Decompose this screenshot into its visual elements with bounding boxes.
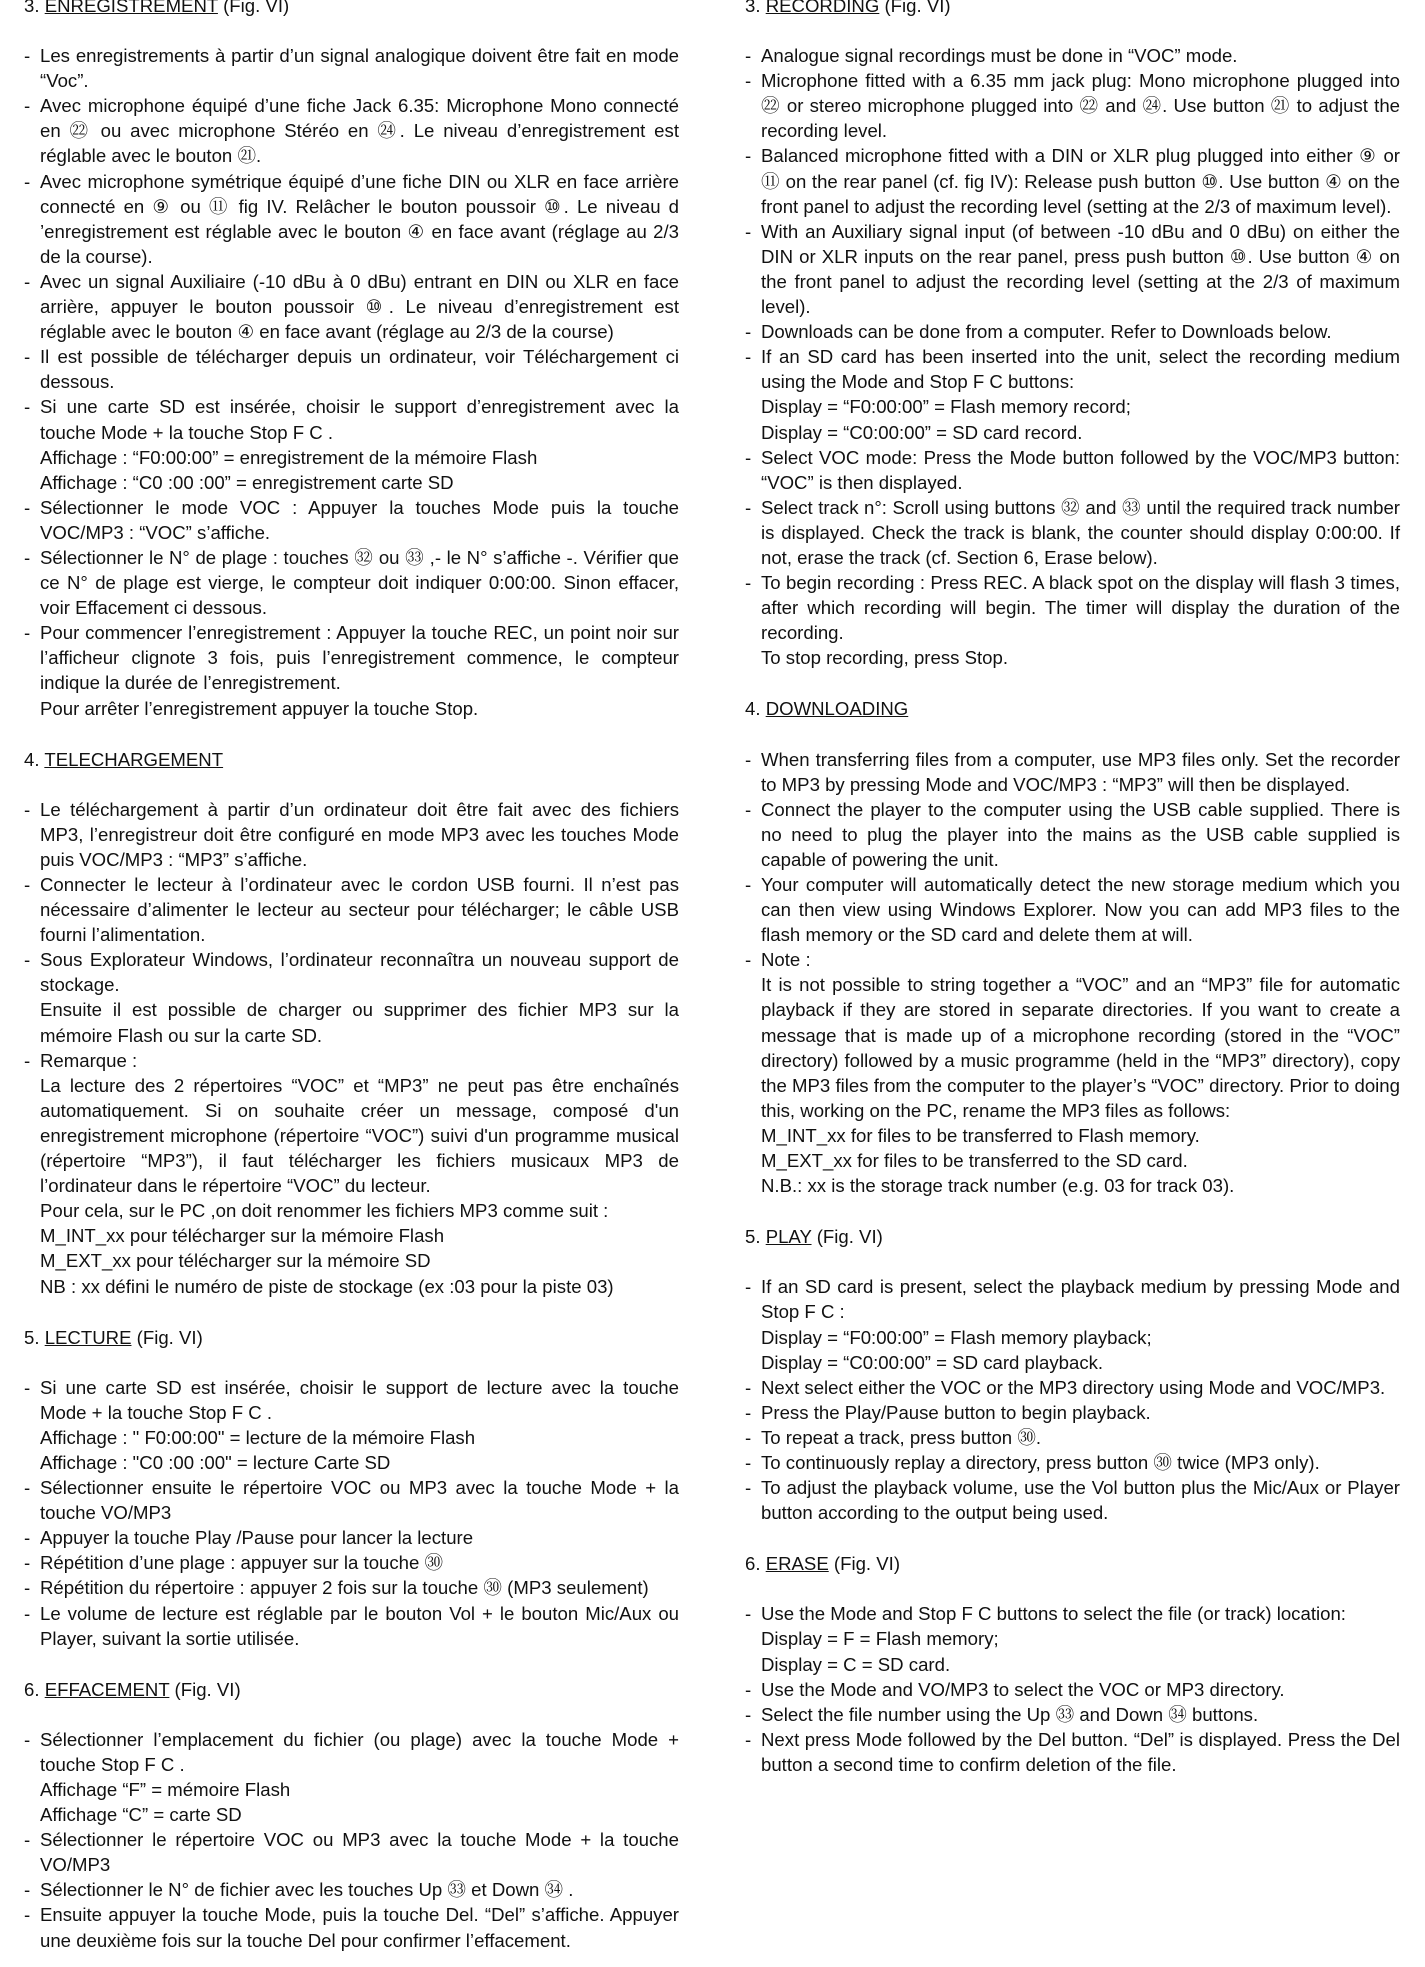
list-item (24, 1550, 679, 1575)
list-item (745, 1274, 1400, 1374)
item-text: Your computer will automatically detect the new storage medium which you can then view using Windows Explorer. Now you can add MP3 files to the flash memory or the SD card and delete them at will. (761, 874, 1400, 946)
list-item (745, 947, 1400, 1198)
item-text: Display = “C0:00:00” = SD card record. (761, 421, 1083, 443)
list-item (24, 1575, 679, 1600)
list-item (745, 1702, 1400, 1727)
bullet-dash: - (745, 346, 752, 368)
section-title (24, 1325, 679, 1350)
item-text: Affichage “F” = mémoire Flash (40, 1779, 291, 1800)
item-text: When transferring files from a computer, use MP3 files only. Set the recorder to MP3 by pressing Mode and VOC/MP3 : “MP3” will then be displayed. (761, 748, 1400, 795)
list-item (745, 43, 1400, 68)
bullet-dash: - (745, 1451, 752, 1473)
section-4 (24, 747, 679, 1325)
figure-reference: (Fig. VI) (131, 1326, 203, 1348)
bullet-dash: - (745, 321, 752, 343)
item-text: Pour cela, sur le PC ,on doit renommer les fichiers MP3 comme suit : (40, 1200, 609, 1222)
list-item (24, 344, 679, 394)
item-text: La lecture des 2 répertoires “VOC” et “MP3” ne peut pas être enchaînés automatiquement. Si on souhaite créer un message, composé d'un enregistrement microphone (répertoire “VOC”) suivi d'un programme musical (répertoire “MP3”), il faut télécharger les fichiers musicaux MP3 de l’ordinateur dans le répertoire “VOC” du lecteur. (40, 1074, 679, 1197)
bullet-dash: - (24, 1376, 31, 1398)
item-text: Répétition d’une plage : appuyer sur la touche ㉚ (40, 1552, 444, 1574)
section-title (24, 747, 679, 772)
french-column (24, 0, 679, 1953)
item-text: NB : xx défini le numéro de piste de stockage (ex :03 pour la piste 03) (40, 1275, 614, 1297)
bullet-dash: - (24, 949, 31, 971)
bullet-dash: - (745, 496, 752, 518)
item-text: Avec microphone équipé d’une fiche Jack 6.35: Microphone Mono connecté en ㉒ ou avec microphone Stéréo en ㉔. Le niveau d’enregistrement est réglable avec le bouton ㉑. (40, 95, 679, 167)
section-heading: LECTURE (44, 1326, 132, 1348)
item-text: Si une carte SD est insérée, choisir le support d’enregistrement avec la touche Mode + la touche Stop F C . (40, 396, 679, 443)
bullet-dash: - (24, 1879, 31, 1901)
item-text: Affichage : " F0:00:00" = lecture de la mémoire Flash (40, 1426, 476, 1448)
item-text: Next select either the VOC or the MP3 directory using Mode and VOC/MP3. (761, 1376, 1386, 1398)
bullet-dash: - (745, 45, 752, 67)
list-item (24, 1902, 679, 1952)
item-text: Connect the player to the computer using the USB cable supplied. There is no need to plug the player into the mains as the USB cable supplied is capable of powering the unit. (761, 798, 1400, 870)
list-item (745, 1601, 1400, 1676)
item-text: Avec un signal Auxiliaire (-10 dBu à 0 dBu) entrant en DIN ou XLR en face arrière, appuyer le bouton poussoir ⑩. Le niveau d’enregistrement est réglable avec le bouton ④ en face avant (réglage au 2/3 de la course) (40, 270, 679, 343)
list-item (745, 445, 1400, 495)
item-text: Select VOC mode: Press the Mode button followed by the VOC/MP3 button: “VOC” is then displayed. (761, 446, 1400, 493)
bullet-dash: - (745, 874, 752, 895)
list-item (24, 872, 679, 947)
section-heading: PLAY (765, 1226, 812, 1248)
list-item (745, 1475, 1400, 1525)
item-text: Display = “F0:00:00” = Flash memory record; (761, 396, 1131, 418)
bullet-dash: - (24, 798, 31, 820)
section-number: 4. (745, 698, 766, 720)
item-list (745, 1274, 1400, 1525)
section-number: 5. (745, 1226, 766, 1248)
english-column (745, 0, 1400, 1777)
section-title (745, 1551, 1400, 1576)
item-text: Sélectionner l’emplacement du fichier (ou plage) avec la touche Mode + touche Stop F C . (40, 1728, 679, 1775)
list-item (24, 93, 679, 168)
item-text: Répétition du répertoire : appuyer 2 fois sur la touche ㉚ (MP3 seulement) (40, 1577, 649, 1599)
item-text: Avec microphone symétrique équipé d’une fiche DIN ou XLR en face arrière connecté en ⑨ ou ⑪ fig IV. Relâcher le bouton poussoir ⑩. Le niveau d ’enregistrement est réglable avec le bouton ④ en face avant (réglage au 2/3 de la course). (40, 170, 679, 267)
section-3 (24, 0, 679, 747)
list-item (745, 495, 1400, 570)
item-text: If an SD card is present, select the playback medium by pressing Mode and Stop F C : (761, 1276, 1400, 1323)
list-item (24, 1375, 679, 1475)
item-text: Affichage “C” = carte SD (40, 1804, 242, 1826)
item-text: Appuyer la touche Play /Pause pour lancer la lecture (40, 1527, 474, 1549)
bullet-dash: - (24, 1602, 31, 1624)
section-heading: TELECHARGEMENT (44, 748, 224, 770)
list-item (745, 1450, 1400, 1475)
item-text: Si une carte SD est insérée, choisir le support de lecture avec la touche Mode + la touche Stop F C . (40, 1376, 679, 1423)
item-text: Connecter le lecteur à l’ordinateur avec le cordon USB fourni. Il n’est pas nécessaire d’alimenter le lecteur au secteur pour télécharger; le câble USB fourni l’alimentation. (40, 874, 679, 946)
item-text: Next press Mode followed by the Del button. “Del” is displayed. Press the Del button a second time to confirm deletion of the file. (761, 1728, 1400, 1775)
section-6 (745, 1551, 1400, 1777)
bullet-dash: - (745, 1276, 752, 1298)
bullet-dash: - (745, 220, 752, 242)
section-5 (745, 1224, 1400, 1551)
list-item (24, 394, 679, 494)
bullet-dash: - (745, 145, 752, 167)
section-3 (745, 0, 1400, 696)
bullet-dash: - (745, 70, 752, 92)
bullet-dash: - (24, 496, 31, 518)
item-text: Press the Play/Pause button to begin playback. (761, 1401, 1151, 1423)
item-text: Select track n°: Scroll using buttons ㉜ and ㉝ until the required track number is displayed. Check the track is blank, the counter should display 0:00:00. If not, erase the track (cf. Section 6, Erase below). (761, 496, 1400, 568)
bullet-dash: - (745, 1376, 752, 1398)
bullet-dash: - (745, 798, 752, 820)
item-text: M_EXT_xx for files to be transferred to the SD card. (761, 1150, 1188, 1172)
item-text: Ensuite il est possible de charger ou supprimer des fichier MP3 sur la mémoire Flash ou sur la carte SD. (40, 999, 679, 1046)
section-title (745, 1224, 1400, 1249)
item-text: M_EXT_xx pour télécharger sur la mémoire SD (40, 1250, 431, 1272)
list-item (24, 269, 679, 344)
figure-reference: (Fig. VI) (828, 1553, 901, 1575)
section-title (24, 1677, 679, 1702)
bullet-dash: - (745, 1678, 752, 1700)
section-heading: DOWNLOADING (765, 698, 909, 720)
item-text: To continuously replay a directory, press button ㉚ twice (MP3 only). (761, 1451, 1320, 1473)
list-item (745, 797, 1400, 872)
item-text: Analogue signal recordings must be done in “VOC” mode. (761, 45, 1238, 67)
list-item (745, 1425, 1400, 1450)
bullet-dash: - (24, 170, 31, 192)
bullet-dash: - (24, 1728, 31, 1750)
item-list (745, 1601, 1400, 1777)
list-item (24, 1827, 679, 1877)
item-text: Affichage : "C0 :00 :00" = lecture Carte SD (40, 1451, 391, 1473)
item-text: Sélectionner ensuite le répertoire VOC ou MP3 avec la touche Mode + la touche VO/MP3 (40, 1477, 679, 1524)
item-text: Il est possible de télécharger depuis un ordinateur, voir Téléchargement ci dessous. (40, 346, 679, 393)
item-text: Balanced microphone fitted with a DIN or XLR plug plugged into either ⑨ or ⑪ on the rear panel (cf. fig IV): Release push button ⑩. Use button ④ on the front panel to adjust the recording level (setting at the 2/3 of maximum level). (761, 145, 1400, 217)
list-item (24, 1727, 679, 1827)
item-text: N.B.: xx is the storage track number (e.g. 03 for track 03). (761, 1175, 1235, 1197)
bullet-dash: - (745, 748, 752, 770)
item-text: If an SD card has been inserted into the unit, select the recording medium using the Mode and Stop F C buttons: (761, 346, 1400, 393)
item-list (745, 747, 1400, 1199)
list-item (745, 747, 1400, 797)
bullet-dash: - (745, 1603, 752, 1625)
item-text: With an Auxiliary signal input (of between -10 dBu and 0 dBu) on either the DIN or XLR inputs on the rear panel, press push button ⑩. Use button ④ on the front panel to adjust the recording level (setting at the 2/3 of maximum level). (761, 220, 1400, 318)
item-text: To stop recording, press Stop. (761, 647, 1009, 669)
list-item (24, 797, 679, 872)
item-text: It is not possible to string together a “VOC” and an “MP3” file for automatic playback if they are stored in separate directories. If you want to create a message that is made up of a microphone recording (stored in the “VOC” directory) followed by a music programme (held in the “MP3” directory), copy the MP3 files from the computer to the player’s “VOC” directory. Prior to doing this, working on the PC, rename the MP3 files as follows: (761, 974, 1400, 1121)
section-6 (24, 1677, 679, 1953)
item-text: Le téléchargement à partir d’un ordinateur doit être fait avec des fichiers MP3, l’enregistreur doit être configuré en mode MP3 avec les touches Mode puis VOC/MP3 : “MP3” s’affiche. (40, 798, 679, 870)
item-text: Sélectionner le répertoire VOC ou MP3 avec la touche Mode + la touche VO/MP3 (40, 1829, 679, 1876)
section-heading: RECORDING (765, 0, 880, 16)
list-item (745, 143, 1400, 218)
bullet-dash: - (745, 1401, 752, 1423)
item-list (24, 797, 679, 1299)
section-heading: ENREGISTREMENT (44, 0, 218, 16)
section-number: 4. (24, 748, 45, 770)
section-4 (745, 696, 1400, 1224)
bullet-dash: - (745, 446, 752, 468)
item-text: Select the file number using the Up ㉝ and Down ㉞ buttons. (761, 1703, 1259, 1725)
item-list (24, 1375, 679, 1651)
item-text: Pour commencer l’enregistrement : Appuyer la touche REC, un point noir sur l’afficheur clignote 3 fois, puis l’enregistrement commence, le compteur indique la durée de l’enregistrement. (40, 622, 679, 694)
section-heading: EFFACEMENT (44, 1678, 170, 1700)
item-text: Use the Mode and VO/MP3 to select the VOC or MP3 directory. (761, 1678, 1285, 1700)
section-title (24, 0, 679, 18)
list-item (24, 1525, 679, 1550)
list-item (745, 1375, 1400, 1400)
bullet-dash: - (24, 45, 31, 67)
bullet-dash: - (24, 1552, 31, 1574)
item-text: To adjust the playback volume, use the Vol button plus the Mic/Aux or Player button according to the output being used. (761, 1477, 1400, 1524)
bullet-dash: - (745, 1426, 752, 1448)
list-item (24, 1048, 679, 1299)
list-item (745, 219, 1400, 319)
bullet-dash: - (24, 1904, 31, 1926)
item-text: Les enregistrements à partir d’un signal analogique doivent être fait en mode “Voc”. (40, 45, 679, 92)
bullet-dash: - (24, 874, 31, 895)
list-item (745, 872, 1400, 947)
item-text: Sélectionner le N° de fichier avec les touches Up ㉝ et Down ㉞ . (40, 1879, 574, 1901)
list-item (745, 1400, 1400, 1425)
item-list (24, 43, 679, 721)
section-number: 3. (24, 0, 45, 16)
list-item (745, 570, 1400, 670)
list-item (745, 319, 1400, 344)
item-text: Microphone fitted with a 6.35 mm jack plug: Mono microphone plugged into ㉒ or stereo microphone plugged into ㉒ and ㉔. Use button ㉑ to adjust the recording level. (761, 70, 1400, 142)
item-text: Display = F = Flash memory; (761, 1628, 999, 1650)
item-text: Note : (761, 949, 811, 971)
item-list (24, 1727, 679, 1953)
bullet-dash: - (24, 1477, 31, 1499)
item-text: Remarque : (40, 1049, 138, 1071)
item-text: Display = “C0:00:00” = SD card playback. (761, 1351, 1104, 1373)
bullet-dash: - (745, 1728, 752, 1750)
item-text: Sélectionner le N° de plage : touches ㉜ ou ㉝ ,- le N° s’affiche -. Vérifier que ce N° de plage est vierge, le compteur doit indiquer 0:00:00. Sinon effacer, voir Effacement ci dessous. (40, 546, 679, 619)
item-text: M_INT_xx pour télécharger sur la mémoire Flash (40, 1225, 445, 1247)
item-text: Use the Mode and Stop F C buttons to select the file (or track) location: (761, 1603, 1346, 1625)
bullet-dash: - (24, 1527, 31, 1549)
item-text: Sélectionner le mode VOC : Appuyer la touches Mode puis la touche VOC/MP3 : “VOC” s’affiche. (40, 496, 679, 543)
item-text: To repeat a track, press button ㉚. (761, 1426, 1042, 1448)
section-number: 5. (24, 1326, 45, 1348)
list-item (24, 947, 679, 1047)
bullet-dash: - (745, 949, 752, 971)
list-item (24, 1877, 679, 1902)
list-item (24, 545, 679, 620)
bullet-dash: - (24, 622, 31, 644)
figure-reference: (Fig. VI) (217, 0, 290, 16)
list-item (745, 1727, 1400, 1777)
bullet-dash: - (745, 1477, 752, 1499)
list-item (24, 1601, 679, 1651)
list-item (24, 495, 679, 545)
bullet-dash: - (745, 572, 752, 594)
section-title (745, 0, 1400, 18)
item-text: Downloads can be done from a computer. Refer to Downloads below. (761, 321, 1332, 343)
section-number: 6. (745, 1553, 766, 1575)
item-text: M_INT_xx for files to be transferred to Flash memory. (761, 1124, 1200, 1146)
section-title (745, 696, 1400, 721)
list-item (24, 43, 679, 93)
item-text: Affichage : “F0:00:00” = enregistrement de la mémoire Flash (40, 446, 538, 468)
item-text: Display = “F0:00:00” = Flash memory playback; (761, 1326, 1152, 1348)
list-item (745, 68, 1400, 143)
bullet-dash: - (24, 546, 31, 568)
item-text: Pour arrêter l’enregistrement appuyer la touche Stop. (40, 697, 479, 719)
item-text: Ensuite appuyer la touche Mode, puis la touche Del. “Del” s’affiche. Appuyer une deuxième fois sur la touche Del pour confirmer l’effacement. (40, 1904, 679, 1951)
figure-reference: (Fig. VI) (879, 0, 951, 16)
bullet-dash: - (24, 1049, 31, 1071)
list-item (24, 620, 679, 720)
item-text: Sous Explorateur Windows, l’ordinateur reconnaîtra un nouveau support de stockage. (40, 949, 679, 996)
list-item (24, 169, 679, 269)
figure-reference: (Fig. VI) (169, 1678, 241, 1700)
bullet-dash: - (24, 1577, 31, 1599)
section-heading: ERASE (765, 1553, 829, 1575)
bullet-dash: - (745, 1703, 752, 1725)
section-5 (24, 1325, 679, 1677)
bullet-dash: - (24, 95, 31, 117)
section-number: 6. (24, 1678, 45, 1700)
bullet-dash: - (24, 396, 31, 418)
item-text: Affichage : “C0 :00 :00” = enregistrement carte SD (40, 471, 454, 493)
bullet-dash: - (24, 1829, 31, 1851)
bullet-dash: - (24, 270, 31, 292)
item-text: Le volume de lecture est réglable par le bouton Vol + le bouton Mic/Aux ou Player, suivant la sortie utilisée. (40, 1602, 679, 1649)
item-text: To begin recording : Press REC. A black spot on the display will flash 3 times, after which recording will begin. The timer will display the duration of the recording. (761, 572, 1400, 644)
bullet-dash: - (24, 346, 31, 368)
list-item (745, 1677, 1400, 1702)
list-item (24, 1475, 679, 1525)
section-number: 3. (745, 0, 766, 16)
figure-reference: (Fig. VI) (811, 1226, 883, 1248)
item-list (745, 43, 1400, 670)
list-item (745, 344, 1400, 444)
item-text: Display = C = SD card. (761, 1653, 951, 1675)
